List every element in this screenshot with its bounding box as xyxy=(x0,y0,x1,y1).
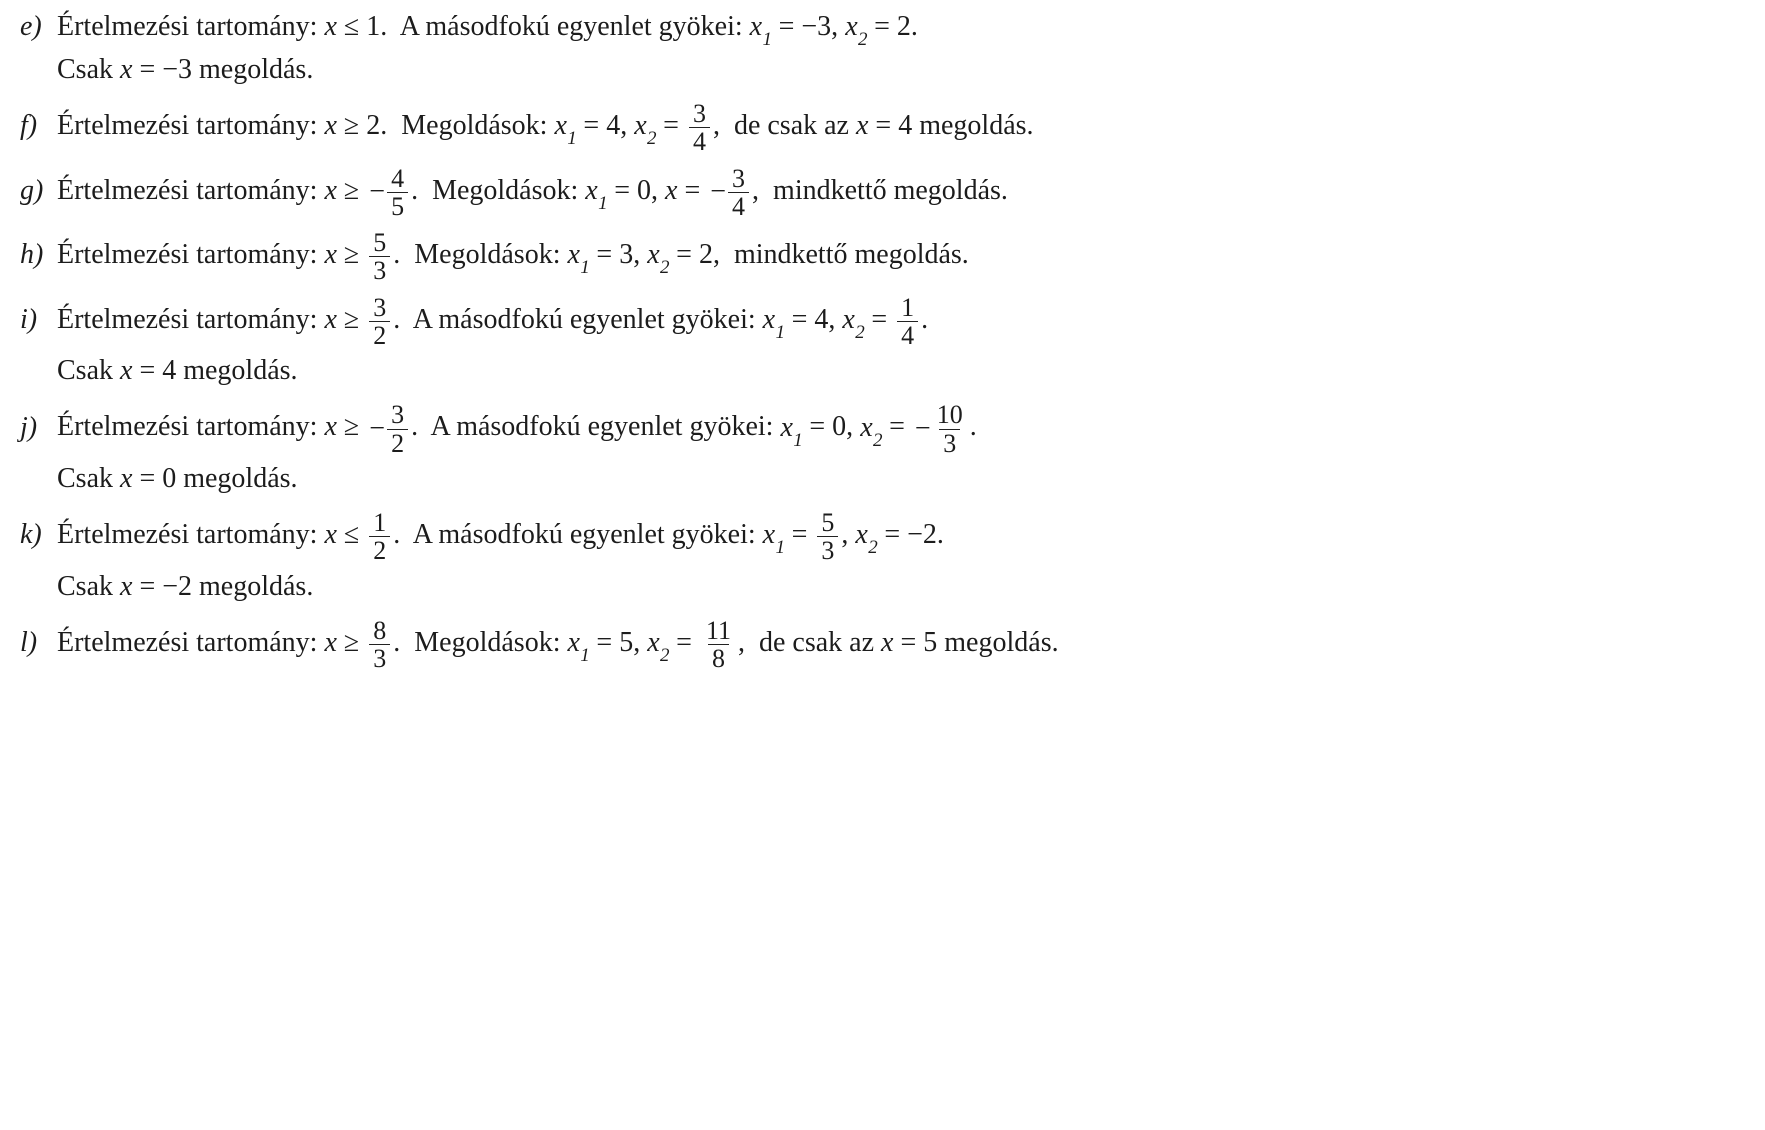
text-run: ≥ xyxy=(336,174,367,206)
fraction xyxy=(369,229,390,285)
text-run: ≤ xyxy=(336,519,367,551)
text-run: , xyxy=(841,519,856,551)
variable-subscript: 1 xyxy=(762,29,772,50)
variable-subscript: 2 xyxy=(660,644,670,666)
fraction-stack xyxy=(702,617,735,673)
fraction-stack xyxy=(387,165,408,221)
text-run: Értelmezési tartomány: xyxy=(57,304,325,335)
solution-items-list xyxy=(20,6,1220,672)
text-run: Értelmezési tartomány: xyxy=(57,519,325,551)
text-run: ≤ 1. A másodfokú egyenlet gyökei: xyxy=(336,11,750,42)
fraction-denominator: 2 xyxy=(369,321,390,349)
variable-subscript: 2 xyxy=(855,322,865,343)
text-run: Értelmezési tartomány: xyxy=(57,11,325,42)
fraction-numerator: 3 xyxy=(732,163,746,193)
text-run: . A másodfokú egyenlet gyökei: xyxy=(411,411,781,443)
variable-subscript: 2 xyxy=(873,429,883,451)
text-run: = −3 megoldás. xyxy=(132,54,314,85)
math-variable: $x_2$ xyxy=(855,519,878,559)
solution-line xyxy=(20,6,1220,48)
text-run: = 4 megoldás. xyxy=(868,110,1034,142)
solution-line xyxy=(20,509,1220,565)
fraction-denominator: 3 xyxy=(817,536,838,564)
math-variable: $x_1$ xyxy=(762,304,785,343)
math-variable: x xyxy=(324,11,337,42)
math-variable: x xyxy=(324,626,337,658)
item-label: j) xyxy=(20,411,38,443)
text-run: = 4 megoldás. xyxy=(132,355,298,387)
math-variable: $x_1$ xyxy=(567,239,590,279)
solution-line xyxy=(20,165,1220,221)
fraction-denominator: 2 xyxy=(387,429,408,457)
fraction xyxy=(369,401,408,457)
math-variable: x xyxy=(120,355,133,387)
text-run: = 2. xyxy=(867,11,918,42)
math-variable: x xyxy=(324,411,337,443)
text-run: Értelmezési tartomány: xyxy=(57,239,325,271)
math-variable: $x_1$ xyxy=(762,519,785,559)
fraction-numerator: 3 xyxy=(391,400,405,430)
math-variable: $x_2$ xyxy=(845,11,868,50)
math-variable: $x_2$ xyxy=(634,110,657,150)
variable-subscript: 2 xyxy=(647,128,657,150)
text-run: = 4, xyxy=(576,110,635,142)
solution-line xyxy=(20,100,1220,156)
solution-line xyxy=(57,49,1220,91)
text-run: = 2, mindkettő megoldás. xyxy=(669,239,969,271)
solution-line xyxy=(20,229,1220,285)
solution-line xyxy=(20,617,1220,673)
fraction-numerator: 5 xyxy=(373,228,387,258)
math-variable: x xyxy=(324,174,337,206)
text-run: = −2 megoldás. xyxy=(132,570,314,602)
math-variable: x xyxy=(120,462,133,494)
text-run: . Megoldások: xyxy=(411,174,586,206)
text-run: = xyxy=(677,174,708,206)
text-run: = xyxy=(784,519,815,551)
fraction xyxy=(817,509,838,565)
solution-line xyxy=(20,294,1220,350)
variable-subscript: 1 xyxy=(580,257,590,279)
text-run: ≥ 2. Megoldások: xyxy=(336,110,555,142)
text-run: . A másodfokú egyenlet gyökei: xyxy=(393,519,763,551)
variable-subscript: 1 xyxy=(775,537,785,559)
solution-item-k xyxy=(20,509,1220,608)
text-run: = 5, xyxy=(589,626,648,658)
fraction-numerator: 1 xyxy=(901,292,915,322)
math-variable: $x_2$ xyxy=(647,626,670,666)
fraction-stack xyxy=(369,617,390,673)
text-run: , de csak az xyxy=(738,626,882,658)
item-label: e) xyxy=(20,11,42,42)
text-run: . xyxy=(921,304,929,335)
solution-item-i xyxy=(20,294,1220,393)
solution-line xyxy=(57,350,1220,392)
text-run: . Megoldások: xyxy=(393,626,568,658)
fraction xyxy=(369,165,408,221)
math-variable: x xyxy=(120,570,133,602)
variable-subscript: 2 xyxy=(660,257,670,279)
fraction-stack xyxy=(817,509,838,565)
fraction-stack xyxy=(689,100,710,156)
solution-line xyxy=(57,566,1220,608)
math-variable: $x_1$ xyxy=(780,411,803,451)
fraction-stack xyxy=(728,165,749,221)
text-run: . xyxy=(969,411,977,443)
solution-item-l xyxy=(20,617,1220,673)
math-variable: $x_1$ xyxy=(554,110,577,150)
text-run: ≥ xyxy=(336,411,367,443)
text-run: Csak xyxy=(57,355,120,387)
solution-item-g xyxy=(20,165,1220,221)
fraction-stack xyxy=(369,229,390,285)
variable-subscript: 1 xyxy=(598,192,608,214)
fraction xyxy=(702,617,735,673)
fraction-denominator: 5 xyxy=(387,192,408,220)
fraction-numerator: 11 xyxy=(705,615,731,645)
math-variable: $x_2$ xyxy=(860,411,883,451)
math-variable: x xyxy=(665,174,678,206)
fraction xyxy=(897,294,918,350)
fraction-numerator: 8 xyxy=(373,615,387,645)
fraction-denominator: 3 xyxy=(939,429,960,457)
math-variable: $x_2$ xyxy=(842,304,865,343)
math-variable: $x_1$ xyxy=(567,626,590,666)
fraction-numerator: 4 xyxy=(391,163,405,193)
text-run: Csak xyxy=(57,570,120,602)
fraction-denominator: 3 xyxy=(369,256,390,284)
fraction-denominator: 4 xyxy=(689,127,710,155)
math-variable: x xyxy=(855,110,869,142)
text-run: = −3, xyxy=(771,11,846,42)
fraction-numerator: 3 xyxy=(692,99,706,128)
text-run: = 0 megoldás. xyxy=(132,462,298,494)
text-run: Értelmezési tartomány: xyxy=(57,626,325,658)
text-run: , de csak az xyxy=(712,110,856,142)
fraction-stack xyxy=(369,294,390,350)
solution-item-j xyxy=(20,401,1220,500)
math-variable: x xyxy=(120,54,133,85)
math-variable: $x_2$ xyxy=(647,239,670,279)
item-label: l) xyxy=(20,626,38,658)
fraction-denominator: 4 xyxy=(897,321,918,349)
fraction-stack xyxy=(369,509,390,565)
variable-subscript: 1 xyxy=(775,322,785,343)
minus-sign: − xyxy=(710,176,727,208)
fraction xyxy=(689,100,710,156)
solution-line xyxy=(20,401,1220,457)
fraction xyxy=(369,294,390,350)
item-label: i) xyxy=(20,304,38,335)
math-variable: x xyxy=(324,519,337,551)
math-variable: $x_1$ xyxy=(749,11,772,50)
solution-line xyxy=(57,458,1220,500)
document-page xyxy=(0,0,1260,672)
text-run: = 4, xyxy=(784,304,843,335)
text-run: = xyxy=(882,411,912,443)
text-run: , mindkettő megoldás. xyxy=(752,174,1008,206)
solution-item-f xyxy=(20,100,1220,156)
text-run: = 0, xyxy=(607,174,666,206)
fraction-denominator: 2 xyxy=(369,536,390,564)
text-run: ≥ xyxy=(336,304,367,335)
text-run: Értelmezési tartomány: xyxy=(57,411,325,443)
math-variable: x xyxy=(881,626,894,658)
variable-subscript: 1 xyxy=(793,429,803,451)
text-run: Csak xyxy=(57,462,120,494)
text-run: = 3, xyxy=(589,239,648,271)
text-run: = xyxy=(864,304,895,335)
fraction-numerator: 1 xyxy=(373,507,387,537)
text-run: = −2. xyxy=(877,519,944,551)
math-variable: x xyxy=(324,304,337,335)
minus-sign: − xyxy=(369,176,386,208)
fraction-stack xyxy=(897,294,918,350)
fraction xyxy=(915,401,967,457)
text-run: = 0, xyxy=(802,411,861,443)
fraction-denominator: 8 xyxy=(708,644,729,672)
variable-subscript: 2 xyxy=(868,537,878,559)
fraction xyxy=(369,509,390,565)
math-variable: x xyxy=(324,239,337,271)
text-run: = 5 megoldás. xyxy=(893,626,1059,658)
text-run: . Megoldások: xyxy=(393,239,568,271)
fraction-denominator: 4 xyxy=(728,192,749,220)
text-run: = xyxy=(656,110,686,142)
text-run: Értelmezési tartomány: xyxy=(57,174,325,206)
text-run: = xyxy=(669,626,699,658)
minus-sign: − xyxy=(369,413,386,445)
item-label: k) xyxy=(20,519,42,551)
fraction-denominator: 3 xyxy=(369,644,390,672)
item-label: f) xyxy=(20,110,38,142)
fraction xyxy=(369,617,390,673)
fraction-numerator: 10 xyxy=(936,400,963,430)
variable-subscript: 2 xyxy=(858,29,868,50)
fraction-numerator: 3 xyxy=(373,292,387,322)
fraction xyxy=(710,165,749,221)
solution-item-e xyxy=(20,6,1220,91)
text-run: Értelmezési tartomány: xyxy=(57,110,325,142)
text-run: . A másodfokú egyenlet gyökei: xyxy=(393,304,763,335)
math-variable: x xyxy=(324,110,337,142)
text-run: ≥ xyxy=(336,626,367,658)
fraction-numerator: 5 xyxy=(821,507,835,537)
text-run: Csak xyxy=(57,54,120,85)
math-variable: $x_1$ xyxy=(585,174,608,214)
item-label: h) xyxy=(20,239,44,271)
fraction-stack xyxy=(933,401,967,457)
minus-sign: − xyxy=(914,413,931,445)
item-label: g) xyxy=(20,174,44,206)
fraction-stack xyxy=(387,401,408,457)
variable-subscript: 1 xyxy=(567,128,577,150)
variable-subscript: 1 xyxy=(580,644,590,666)
text-run: ≥ xyxy=(336,239,367,271)
solution-item-h xyxy=(20,229,1220,285)
